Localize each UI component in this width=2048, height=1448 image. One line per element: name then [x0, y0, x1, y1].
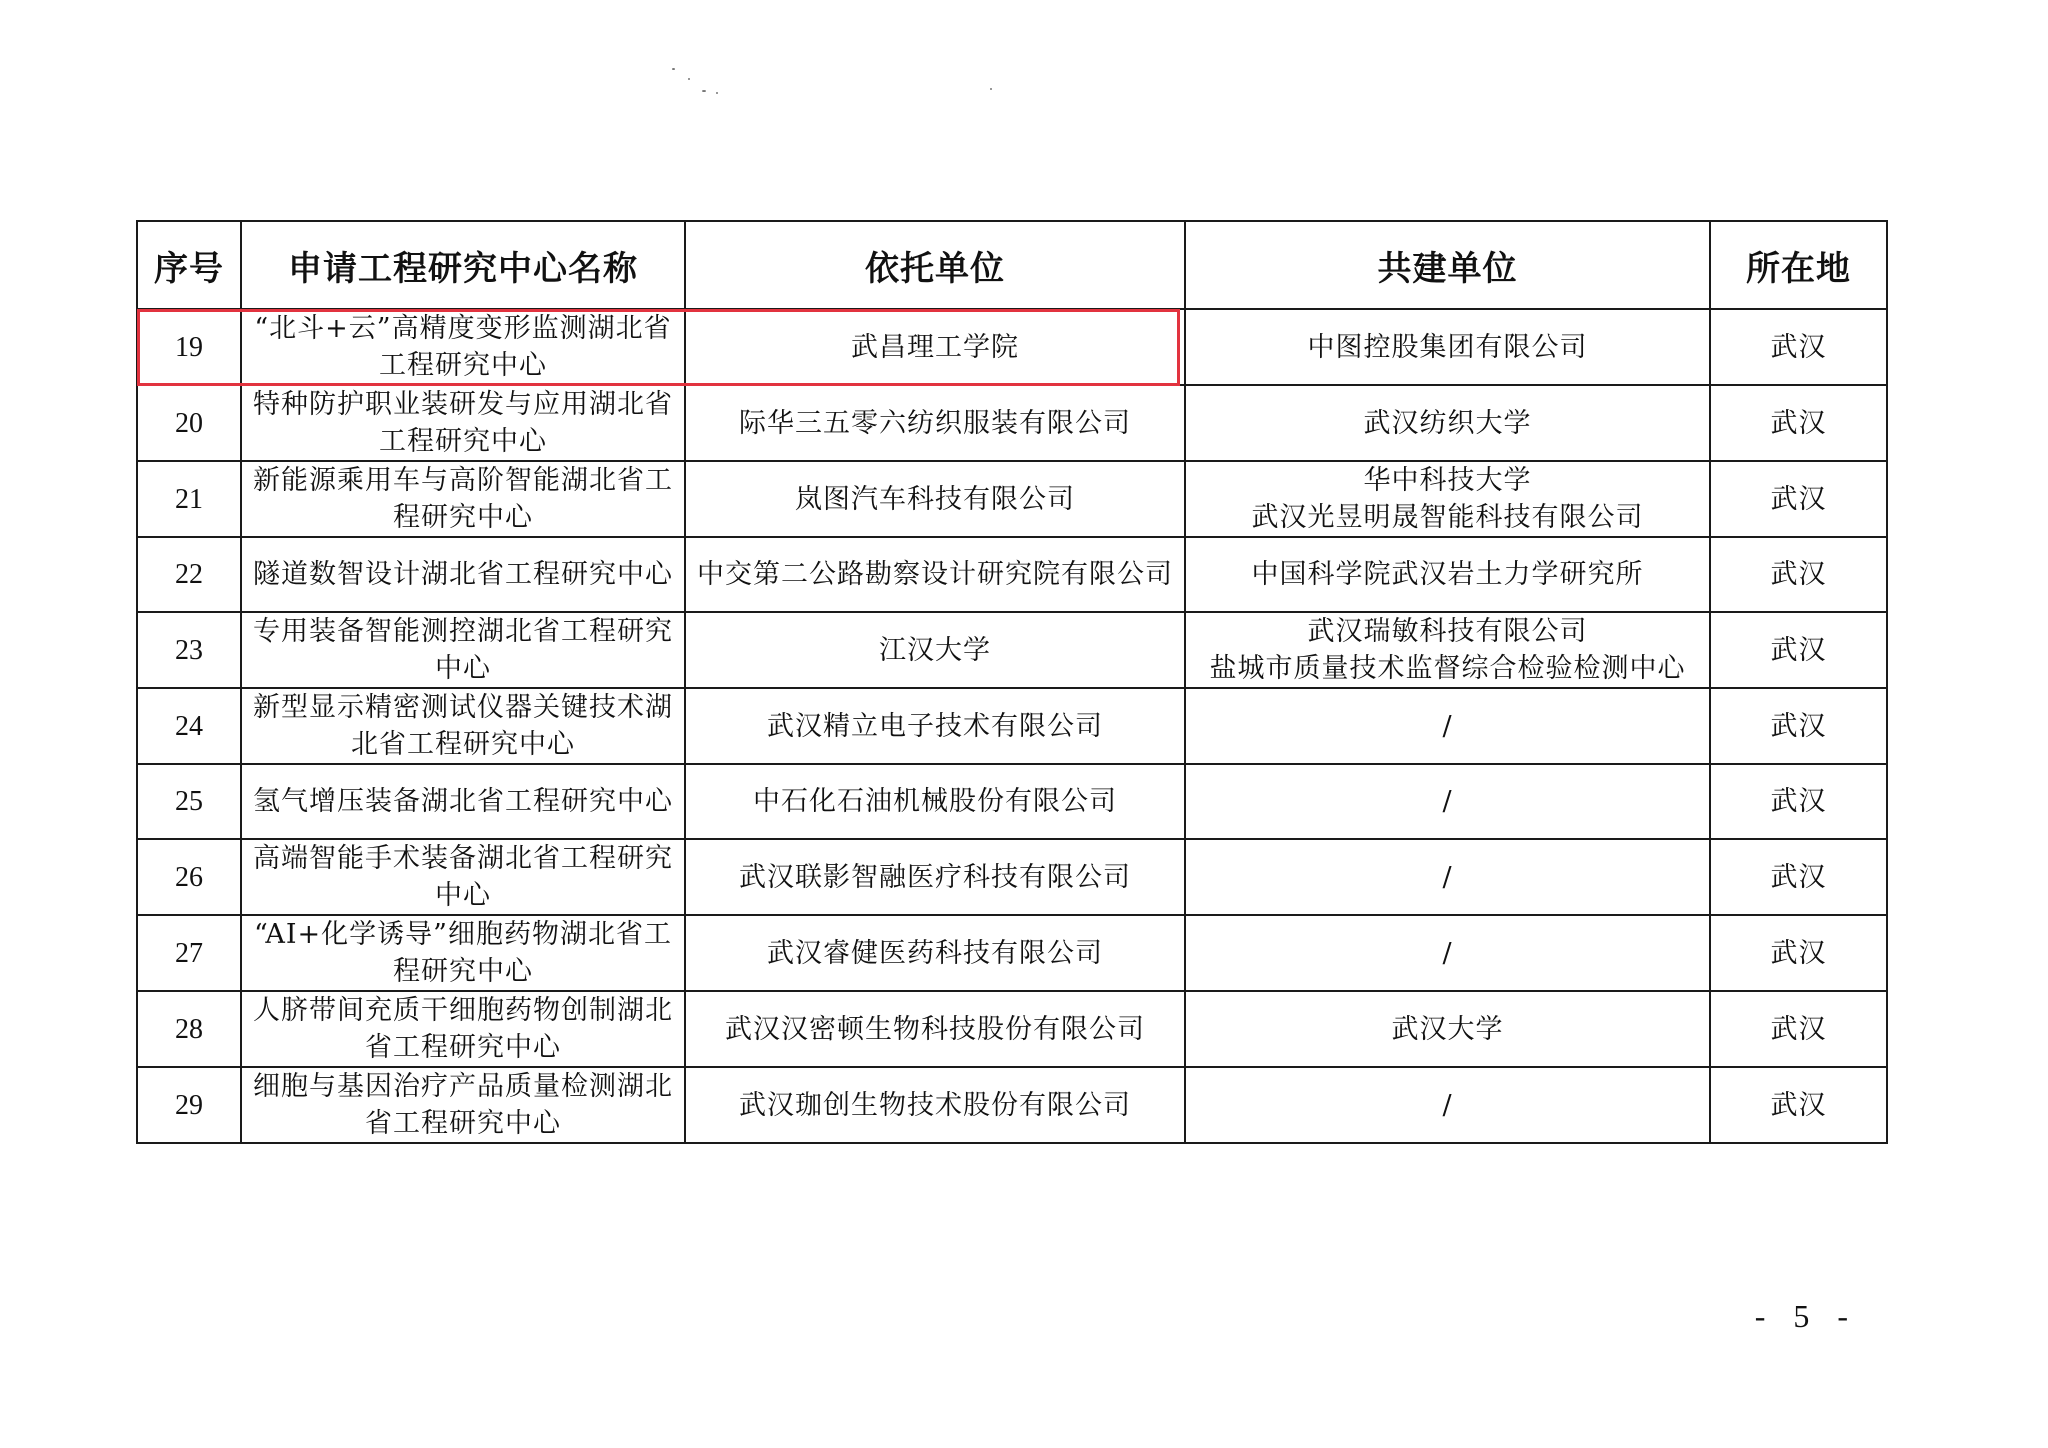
- row-seq: 20: [137, 385, 241, 461]
- host-unit-text: 武汉联影智融医疗科技有限公司: [739, 861, 1131, 893]
- engineering-center-table: [136, 220, 1888, 1144]
- table-row: [137, 839, 1887, 915]
- row-partner-unit: [1185, 915, 1710, 991]
- table-row: [137, 385, 1887, 461]
- scan-speck: [702, 90, 706, 92]
- row-host-unit: [685, 461, 1185, 537]
- center-name-text: 新能源乘用车与高阶智能湖北省工程研究中心: [253, 465, 673, 533]
- row-location: 武汉: [1710, 839, 1887, 915]
- partner-unit-text: 华中科技大学: [1363, 465, 1532, 496]
- center-name-text: “北斗+云”高精度变形监测湖北省工程研究中心: [254, 313, 672, 381]
- host-unit-text: 武汉珈创生物技术股份有限公司: [739, 1089, 1131, 1121]
- row-location: 武汉: [1710, 309, 1887, 385]
- center-name-text: “AI+化学诱导”细胞药物湖北省工程研究中心: [254, 919, 672, 987]
- row-partner-unit: [1185, 461, 1710, 537]
- row-partner-unit: [1185, 537, 1710, 612]
- row-partner-unit: [1185, 991, 1710, 1067]
- row-partner-unit: [1185, 1067, 1710, 1143]
- host-unit-text: 武昌理工学院: [851, 331, 1019, 363]
- partner-unit-text: 武汉瑞敏科技有限公司: [1307, 616, 1588, 647]
- row-partner-unit: [1185, 612, 1710, 688]
- row-center-name: [241, 1067, 685, 1143]
- partner-unit-text: 中国科学院武汉岩土力学研究所: [1251, 559, 1644, 590]
- table-row: [137, 612, 1887, 688]
- table-row: [137, 915, 1887, 991]
- center-name-text: 新型显示精密测试仪器关键技术湖北省工程研究中心: [253, 692, 673, 760]
- row-center-name: [241, 461, 685, 537]
- row-seq: 22: [137, 537, 241, 612]
- table-row: [137, 1067, 1887, 1143]
- center-name-text: 专用装备智能测控湖北省工程研究中心: [253, 616, 673, 684]
- host-unit-text: 武汉精立电子技术有限公司: [767, 710, 1103, 742]
- partner-unit-text: /: [1442, 1089, 1453, 1121]
- row-center-name: [241, 839, 685, 915]
- row-center-name: [241, 309, 685, 385]
- partner-unit-text: 武汉光昱明晟智能科技有限公司: [1251, 502, 1644, 533]
- row-location: 武汉: [1710, 915, 1887, 991]
- table-header-row: [137, 221, 1887, 309]
- center-name-text: 人脐带间充质干细胞药物创制湖北省工程研究中心: [253, 995, 673, 1063]
- host-unit-text: 江汉大学: [879, 634, 991, 666]
- row-host-unit: [685, 385, 1185, 461]
- table-row: [137, 537, 1887, 612]
- partner-unit-text: 武汉大学: [1391, 1013, 1504, 1045]
- row-partner-unit: [1185, 688, 1710, 764]
- row-location: 武汉: [1710, 764, 1887, 839]
- host-unit-text: 武汉汉密顿生物科技股份有限公司: [725, 1013, 1145, 1045]
- host-unit-text: 中石化石油机械股份有限公司: [753, 786, 1117, 817]
- row-center-name: [241, 537, 685, 612]
- row-seq: 28: [137, 991, 241, 1067]
- header-host-unit: 依托单位: [685, 221, 1185, 309]
- partner-unit-text: /: [1442, 861, 1453, 893]
- row-seq: 27: [137, 915, 241, 991]
- row-host-unit: [685, 1067, 1185, 1143]
- row-host-unit: [685, 764, 1185, 839]
- table-row: [137, 991, 1887, 1067]
- partner-unit-text: 中图控股集团有限公司: [1307, 331, 1588, 363]
- row-host-unit: [685, 688, 1185, 764]
- row-seq: 19: [137, 309, 241, 385]
- row-host-unit: [685, 991, 1185, 1067]
- row-center-name: [241, 991, 685, 1067]
- row-center-name: [241, 915, 685, 991]
- table-row: [137, 764, 1887, 839]
- row-seq: 23: [137, 612, 241, 688]
- row-partner-unit: [1185, 839, 1710, 915]
- row-host-unit: [685, 309, 1185, 385]
- scan-speck: [990, 88, 992, 90]
- row-partner-unit: [1185, 385, 1710, 461]
- host-unit-text: 岚图汽车科技有限公司: [795, 483, 1075, 515]
- row-seq: 29: [137, 1067, 241, 1143]
- row-host-unit: [685, 839, 1185, 915]
- header-location: 所在地: [1710, 221, 1887, 309]
- table-row: [137, 309, 1887, 385]
- row-host-unit: [685, 537, 1185, 612]
- row-location: 武汉: [1710, 688, 1887, 764]
- header-seq: 序号: [137, 221, 241, 309]
- table-row: [137, 461, 1887, 537]
- row-host-unit: [685, 915, 1185, 991]
- row-location: 武汉: [1710, 385, 1887, 461]
- scan-speck: [672, 68, 675, 70]
- row-location: 武汉: [1710, 612, 1887, 688]
- host-unit-text: 际华三五零六纺织服装有限公司: [739, 407, 1131, 439]
- row-center-name: [241, 612, 685, 688]
- host-unit-text: 武汉睿健医药科技有限公司: [767, 937, 1103, 969]
- center-name-text: 隧道数智设计湖北省工程研究中心: [253, 559, 673, 590]
- table-row: [137, 688, 1887, 764]
- center-name-text: 高端智能手术装备湖北省工程研究中心: [253, 843, 673, 911]
- row-host-unit: [685, 612, 1185, 688]
- center-name-text: 特种防护职业装研发与应用湖北省工程研究中心: [253, 389, 673, 457]
- row-seq: 25: [137, 764, 241, 839]
- row-seq: 24: [137, 688, 241, 764]
- page-number: - 5 -: [1754, 1298, 1858, 1334]
- row-center-name: [241, 385, 685, 461]
- row-location: 武汉: [1710, 991, 1887, 1067]
- row-center-name: [241, 764, 685, 839]
- host-unit-text: 中交第二公路勘察设计研究院有限公司: [697, 559, 1173, 590]
- row-partner-unit: [1185, 764, 1710, 839]
- row-seq: 21: [137, 461, 241, 537]
- row-center-name: [241, 688, 685, 764]
- partner-unit-text: /: [1442, 937, 1453, 969]
- row-location: 武汉: [1710, 537, 1887, 612]
- row-location: 武汉: [1710, 1067, 1887, 1143]
- header-partner-unit: 共建单位: [1185, 221, 1710, 309]
- row-seq: 26: [137, 839, 241, 915]
- partner-unit-text: 武汉纺织大学: [1363, 407, 1532, 439]
- center-name-text: 细胞与基因治疗产品质量检测湖北省工程研究中心: [253, 1071, 673, 1139]
- center-name-text: 氢气增压装备湖北省工程研究中心: [253, 786, 673, 817]
- partner-unit-text: 盐城市质量技术监督综合检验检测中心: [1209, 653, 1686, 684]
- scan-speck: [716, 92, 718, 94]
- scan-speck: [688, 78, 690, 80]
- header-center-name: 申请工程研究中心名称: [241, 221, 685, 309]
- partner-unit-text: /: [1442, 786, 1453, 817]
- partner-unit-text: /: [1442, 710, 1453, 742]
- row-partner-unit: [1185, 309, 1710, 385]
- row-location: 武汉: [1710, 461, 1887, 537]
